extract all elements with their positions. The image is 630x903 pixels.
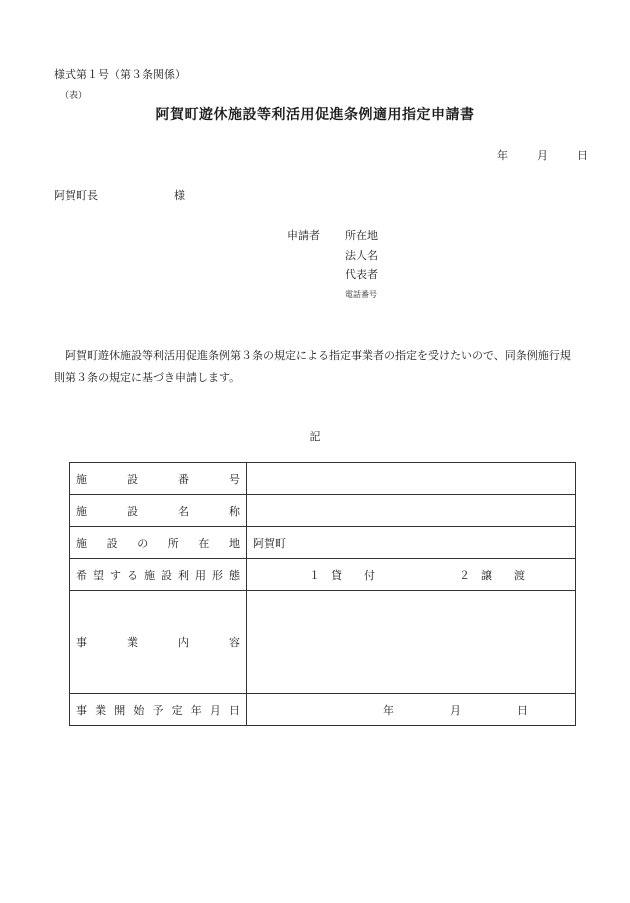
addressee <box>54 187 185 203</box>
facility-number-value[interactable] <box>247 463 576 495</box>
facility-name-label: 施設名称 <box>70 495 247 527</box>
business-content-value[interactable] <box>247 591 576 694</box>
date-day: 日 <box>577 149 588 162</box>
date-month: 月 <box>537 149 548 162</box>
date-year: 年 <box>497 149 508 162</box>
facility-name-value[interactable] <box>247 495 576 527</box>
start-date-value[interactable] <box>247 694 576 726</box>
facility-location-value[interactable]: 阿賀町 <box>247 527 576 559</box>
table-row <box>70 559 576 591</box>
start-date-label: 事業開始予定年月日 <box>70 694 247 726</box>
table-row <box>70 694 576 726</box>
applicant-address-label: 所在地 <box>345 229 378 242</box>
usage-type-label: 希望する施設利用形態 <box>70 559 247 591</box>
addressee-honorific: 様 <box>174 189 185 202</box>
application-date <box>497 147 588 163</box>
details-table <box>69 462 576 726</box>
applicant-corporation-label: 法人名 <box>345 249 378 262</box>
ki-marker: 記 <box>309 430 321 443</box>
applicant-phone-label: 電話番号 <box>345 290 377 299</box>
facility-number-label: 施設番号 <box>70 463 247 495</box>
table-row <box>70 591 576 694</box>
facility-location-label: 施設の所在地 <box>70 527 247 559</box>
table-row <box>70 527 576 559</box>
business-content-label: 事業内容 <box>70 591 247 694</box>
document-title: 阿賀町遊休施設等利活用促進条例適用指定申請書 <box>155 107 475 123</box>
start-date-month: 月 <box>450 703 461 717</box>
applicant-label: 申請者 <box>287 229 320 242</box>
usage-option-transfer[interactable]: ２ 譲 渡 <box>459 568 525 582</box>
applicant-representative-label: 代表者 <box>345 268 378 281</box>
table-row <box>70 495 576 527</box>
addressee-name: 阿賀町長 <box>54 189 98 202</box>
usage-type-options <box>247 559 576 591</box>
usage-option-lease[interactable]: １ 貸 付 <box>309 568 375 582</box>
form-number: 様式第１号（第３条関係） <box>54 68 186 81</box>
start-date-day: 日 <box>517 703 528 717</box>
table-row <box>70 463 576 495</box>
start-date-year: 年 <box>383 703 394 717</box>
body-text: 阿賀町遊休施設等利活用促進条例第３条の規定による指定事業者の指定を受けたいので、同条例施行規則第３条の規定に基づき申請します。 <box>54 349 571 384</box>
face-label: （表） <box>60 91 88 101</box>
